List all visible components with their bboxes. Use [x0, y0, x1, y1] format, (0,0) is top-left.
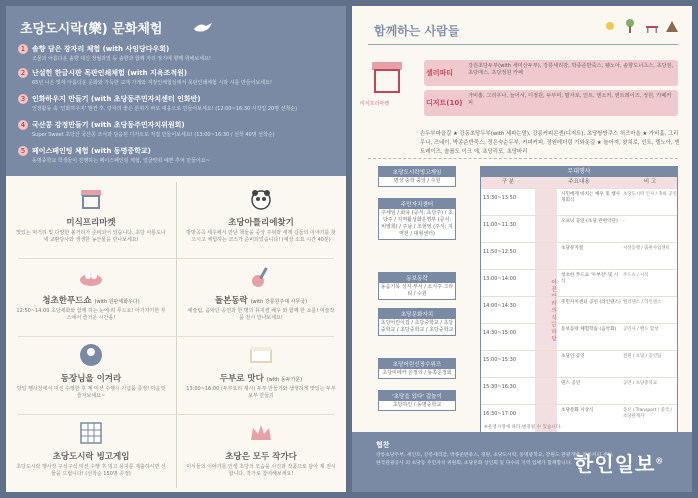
table-row: 11:00~11:30 오프닝 공연 (초당 관현악단) - — [481, 215, 677, 235]
culture-title: 초당도시락(樂) 문화체험 — [20, 22, 163, 37]
table-band-label: 어 진 마 라 의 식 한 마 당 — [535, 188, 557, 432]
program-card: 동장님을 이겨라 당일 행사장에서 미션 수행한 후 제 미션 수행시 기념품 증정! 마음껏 즐겨보세요~ — [6, 338, 176, 416]
guitar-icon — [248, 264, 274, 290]
program-card: 두부로 맛다 (with 동두가문) 13:00~16:00 (두부요리 제시) 두부 만들기와 생생하게 맛있는 두부 보부 만들기 — [176, 338, 346, 416]
people-icon — [78, 342, 104, 368]
panda-icon — [248, 186, 274, 212]
crown-icon — [248, 420, 274, 446]
booth-label: 미식프리마켓 — [360, 101, 389, 107]
participants-title: 함께하는 사람들 — [374, 24, 460, 38]
table-row: 11:50~12:50 초당뮤지컬 시설동행 / 출판사업센터 — [481, 242, 677, 262]
program-card: 초당은 모두 작가다 미식들의 이야기를 인생 초당의 모습을 사진과 작품으로 담아 제 전시합니다. 작가로 참여해보세요! — [176, 416, 346, 492]
table-row: 15:30~16:30 댄스 공연 공연 / 초당중학교 — [481, 377, 677, 397]
dove-icon — [192, 20, 214, 34]
left-page — [6, 6, 346, 492]
street-list: 손두부마을길 ★ 강동초당두부(with 세파는말), 강릉커피콘센(디저트), 초당쌍방쿠스 허즈마을 ★ 가비홈, 그리우나, 즈네이, 박종준반죽스, 정은숙순두부, 커피커피, 정원레더링 기와옷길 ★ 늘어져, 왓치로, 인트, 렐노아, 엔트레이즈, 솔를도 이크 에, 초당리포, 초당바리 — [420, 131, 680, 155]
column-header: 구 분 — [481, 177, 535, 188]
stage-schedule-table — [480, 166, 678, 434]
side-box: 주민자치센터 주세임 / 화유 (공서: 초당주) / 초당주 / 지역활성화운영부 (공서: 비영희) / 주남 / 조현영 (주식: 지역전 / 대형센터) — [378, 198, 456, 240]
watermark-logo: 한인일보® — [574, 452, 665, 476]
sponsor-title: 협찬 — [376, 441, 390, 449]
table-row: 13:00~14:00 청초한 푸드쇼 '두부전' 및 시식 푸드쇼 / 시식 — [481, 269, 677, 289]
table-row: 14:00~14:30 주민자치센터 공연 (라인댄스) 밸리댄스 / 라인댄스 — [481, 296, 677, 316]
section-divider — [368, 158, 678, 159]
program-card: 초당아틀리에찾기 방방곡곡 세우에서 만난 책들을 중앙 주위와 세계 길들의 이야기를 찾으시고 체험하는 코스가 준비되었습니다! (예상 소요 시간 40분) — [176, 182, 346, 260]
market-booth-icon — [370, 58, 404, 98]
right-page — [352, 6, 692, 492]
table-row: 16:30~17:00 초당문화 시상식 동신 / Transport / 중국 / 초당관계자 — [481, 404, 677, 424]
tofu-icon — [248, 342, 274, 368]
program-card: 돌본동락 (with 강릉원주대 사무국) 예술팀, 음악단 공연과 한 명의 뮤지컬 배우 와 함께 한 쇼를! 미술작품 전시 만나보세요! — [176, 260, 346, 338]
seller-pill: 셀러파티 강원초당두부(with 세미산두부), 강릉세리감, 박종준반죽스, 웰노아, 솔향도너츠스, 초당짐, 초당매스, 초당정원 카페 — [424, 60, 678, 86]
side-box: 초당어린신장수위즈 초당미에카 온정의 / 동쪽준정회 — [378, 358, 456, 379]
table-title: 무대행사 — [481, 167, 677, 177]
market-stall-icon — [78, 186, 104, 212]
table-icon — [644, 18, 660, 34]
title-divider — [368, 44, 678, 45]
program-card: 초당도시락 빙고게임 초당도시락 행사장 구석구석 미션 수행 후 빙고 용지를 제출하시면 선물을 드립니다! (선착순 150명 증정) — [6, 416, 176, 492]
food-icon — [78, 264, 104, 290]
table-row: 14:30~15:00 동보동락 체험학습 (음악회) 공연사 / 밴드 합창 — [481, 323, 677, 343]
column-header: 주요내용 — [535, 177, 623, 188]
side-box: 동보동락 동음기목 성지 부서 / 소식주 그라티 / 수원 — [378, 272, 456, 300]
side-box: 초당문화자치 초당어린이집 / 초당중학교 / 초당중학교 / 초당중학교 / 초당중학교 — [378, 308, 456, 336]
side-box: 초당도시락빙고게임 명성 중학 중앙 / 수원 — [378, 166, 456, 187]
dessert-pill: 디저트(10) 가비홈, 그리우나, 늘어서, 디정원, 두부미, 팔자로, 인트, 엔소커, 엔트레이즈, 정원, 카페커피 — [424, 90, 678, 116]
sun-icon — [602, 18, 618, 34]
program-card: 미식프리마켓 맛있는 먹거리 및 다양한 볼거리가 준비되어 있습니다. 초당 사통도나 세 교환당사와 생생한 농산물을 만나보세요! — [6, 182, 176, 260]
table-row: 15:00~15:30 초당인 공연 전원 / 초당 / 공연팀 — [481, 350, 677, 370]
culture-experience-section: 초당도시락(樂) 문화체험 1 솔향 담은 장자리 체험 (with 사임당다우회) 조물과 아름다운 솔향 대신 정월과열 등 솔향과 함께 자리 장기에 향께 취해보세요! 2 난설헌 한글시판 목판인쇄체험 (with 지옥조적원) 65년 나온 빛에 아름다운 문화와 가득한 교재 가게와 직장인체험실에서 목판인쇄체험 시와 시를 만들어보세요! 3 인화하우지 만들기 (with 초당동주민자치센터 인화반) 인장활동 속 '인화하우지' 발견 후, 당자리 좋은 분위기 바로 대응으로 만들어보세요! (12:00~16:30 시작업 20명 선착순) 4 국산콩 강정만들기 (with 초당동주민자치위원회) Super Sweet 초당산 국산콩 조식과 담음된 디저트로 직접 만들어보세요! (13:00~16:30 / 선착 40명 선착순) 5 페이스페인팅 체험 (with 동명중학교) 동명중학교 학생들이 진행하는 페이스페인팅 체험, 얼굴맞춰 예쁜 추억 만들어요~ — [6, 6, 346, 176]
shrine-icon — [664, 18, 680, 34]
column-header: 비 고 — [623, 177, 677, 188]
bingo-icon — [78, 420, 104, 446]
sponsor-desc: 강릉초당두부, 세인트, 강릉세리감, 박종준반죽스, 정원, 초당도시락, 동명중학교, 강원도 관광개발, 강릉커피 센터, 한국관광공사 외 초당동 주민자치 위원회, 초당문화 상인회 및 다수의 지역 업체가 함께합니다. — [376, 453, 614, 466]
program-card: 청초한푸드쇼 (with 원판세화우다) 12:50~14:00 초당세화와 함께 하는 눈에 띄 푸드쇼! 아기자기한 부스에서 즐거운 시간을! — [6, 260, 176, 338]
tree-icon — [622, 18, 638, 34]
table-row: 13:30~13:50 시민에게 바치는 예우 및 행사 개회식 초당도시락 인사 / 축하 공연 — [481, 188, 677, 208]
side-box: '초당을 있다' 걸놀이 초당하인 / 동명중학교 — [378, 390, 456, 411]
table-note: ※운영사정에 따라 변경될 수 있습니다. — [484, 425, 562, 430]
